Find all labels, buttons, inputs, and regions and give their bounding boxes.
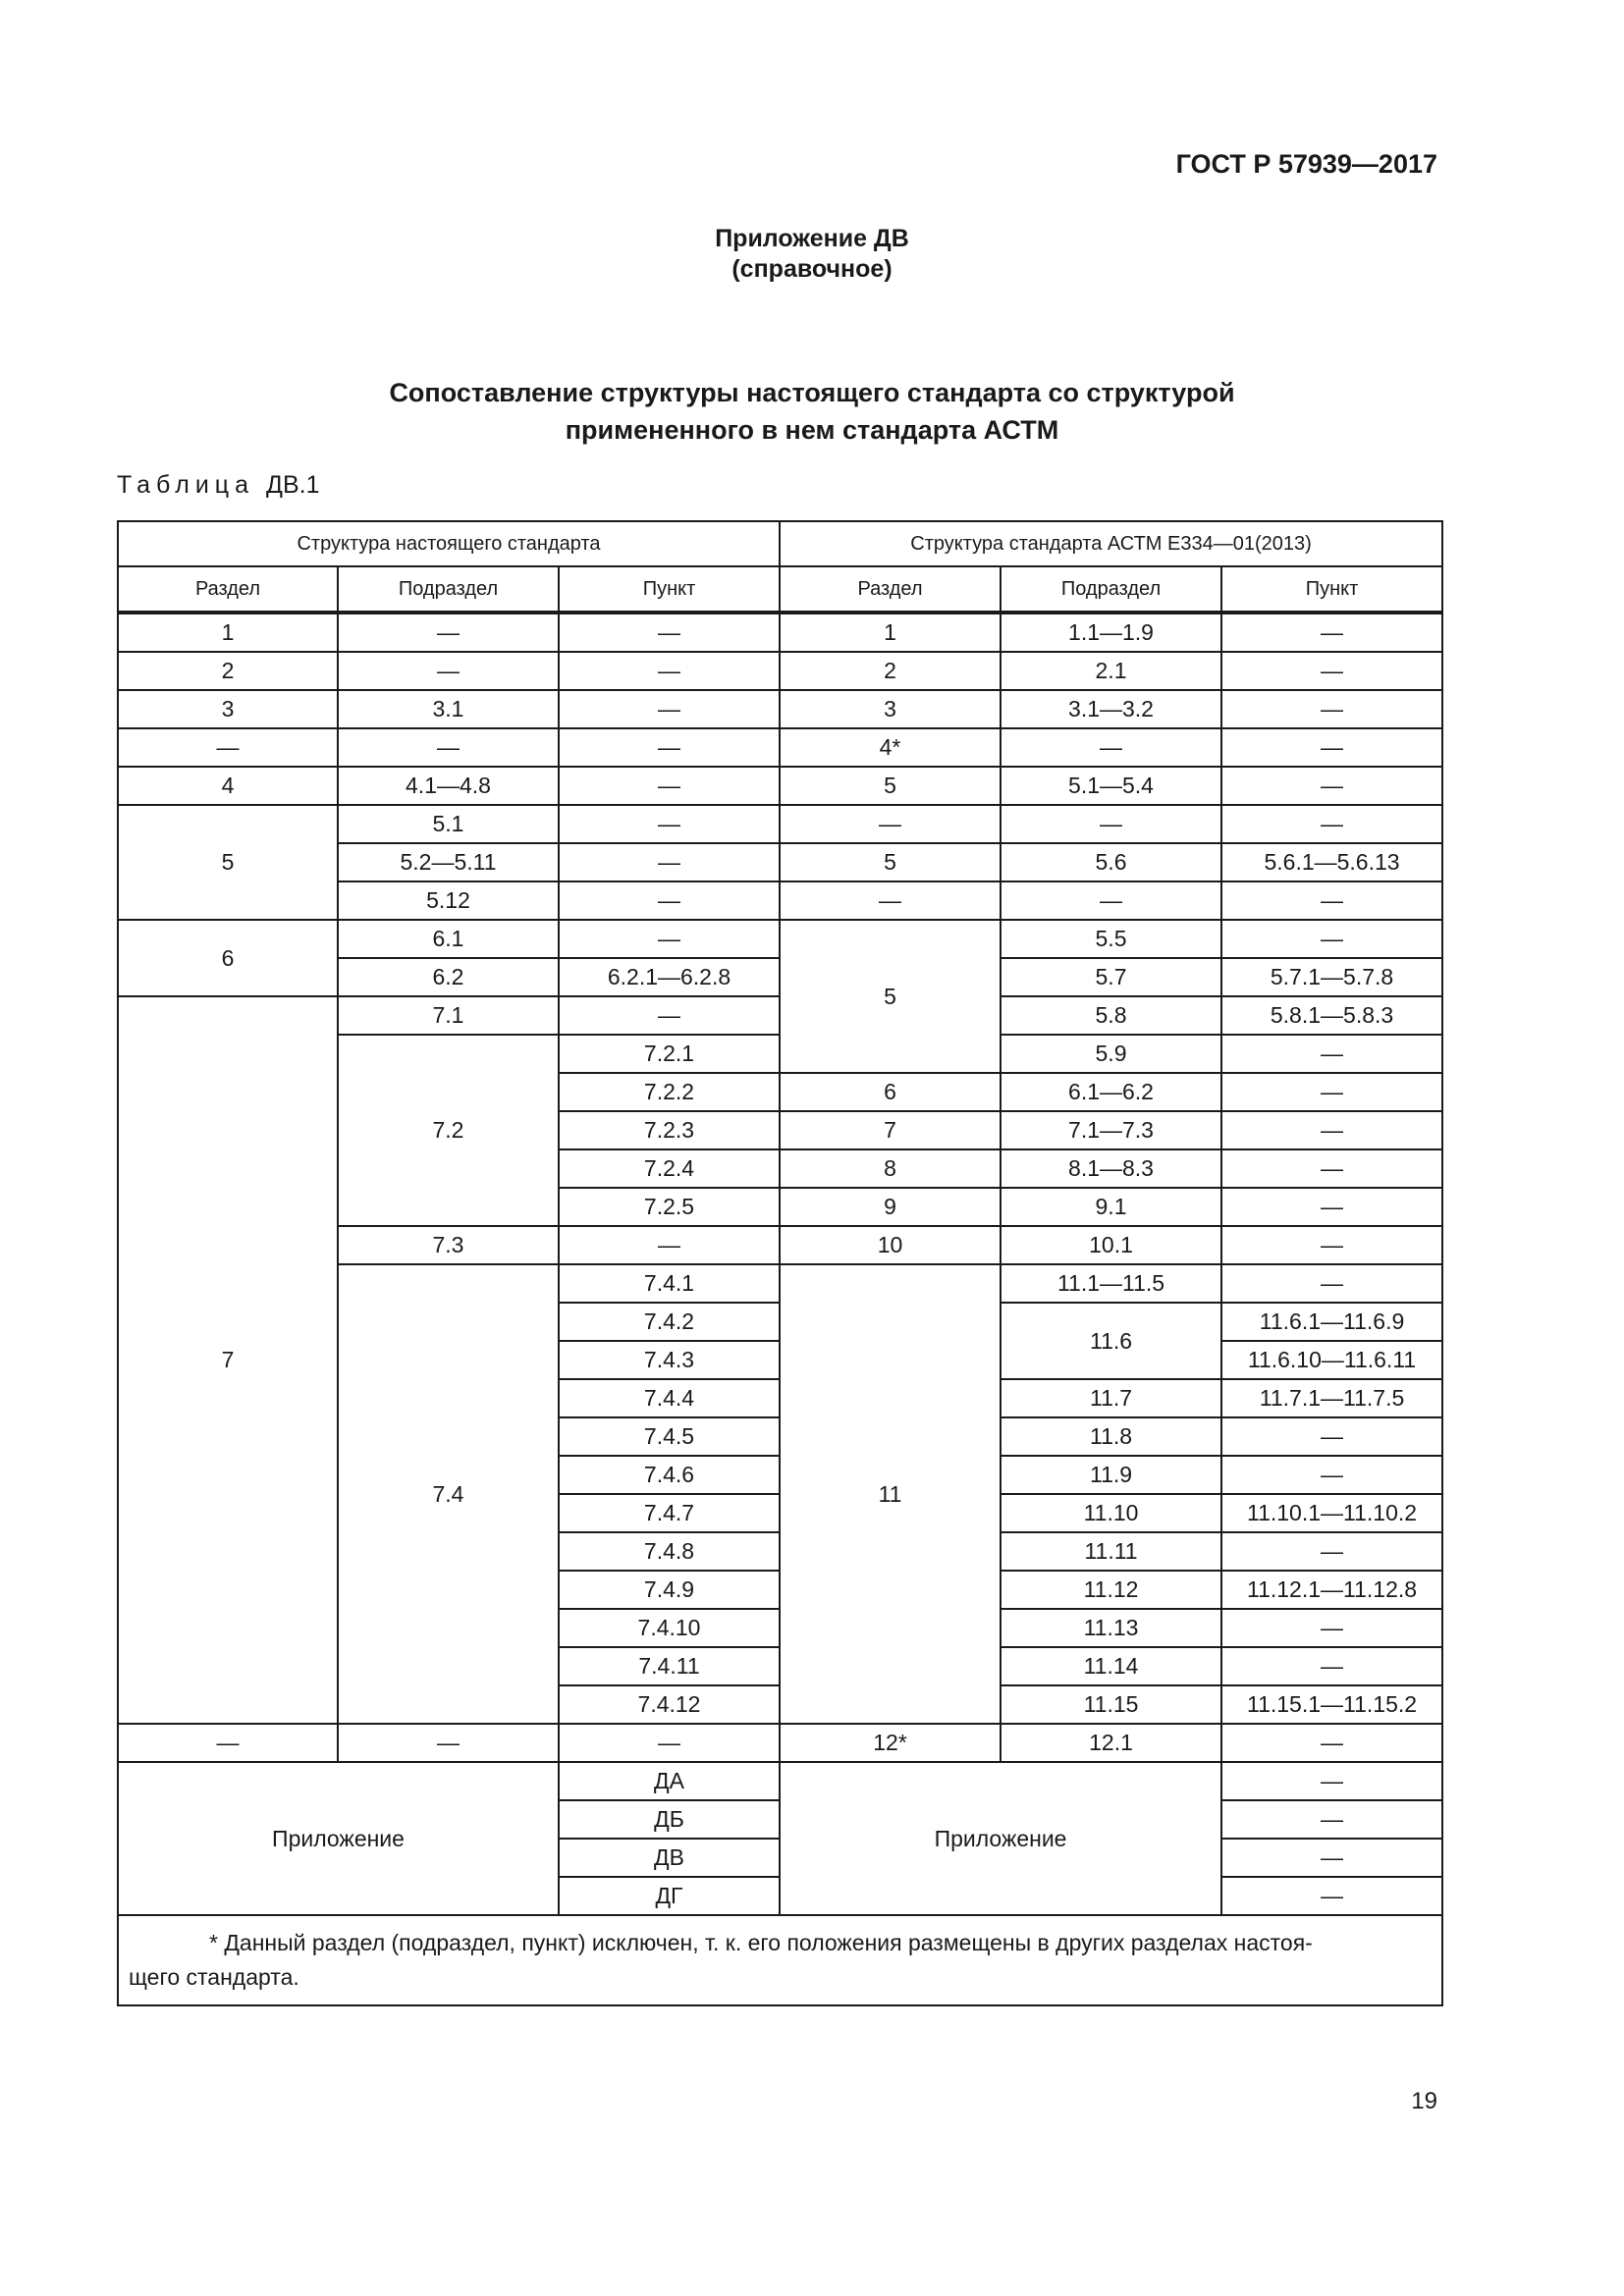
heading-line-1: Сопоставление структуры настоящего стандарта со структурой — [389, 378, 1235, 407]
table-row — [118, 767, 1442, 805]
cell-annex-item: — — [1221, 1877, 1442, 1915]
cell-item: — — [559, 805, 780, 843]
cell-item: — — [559, 996, 780, 1035]
cell-section: 3 — [118, 690, 338, 728]
cell-item: 7.4.11 — [559, 1647, 780, 1685]
cell-item: 7.4.9 — [559, 1571, 780, 1609]
cell-item: — — [559, 652, 780, 690]
cell-astm-item: — — [1221, 1532, 1442, 1571]
cell-astm-item: — — [1221, 920, 1442, 958]
cell-item: 7.4.3 — [559, 1341, 780, 1379]
cell-astm-section: — — [780, 881, 1001, 920]
cell-subsection: 5.12 — [338, 881, 559, 920]
column-header-section: Раздел — [780, 566, 1001, 613]
cell-astm-subsection: 8.1—8.3 — [1001, 1149, 1221, 1188]
appendix-subtitle: (справочное) — [731, 255, 893, 283]
cell-section: 1 — [118, 613, 338, 652]
cell-astm-subsection: 11.10 — [1001, 1494, 1221, 1532]
column-header-subsection: Подраздел — [338, 566, 559, 613]
cell-astm-item: — — [1221, 1188, 1442, 1226]
appendix-title-block — [0, 224, 1624, 285]
table-label-number: ДВ.1 — [266, 471, 320, 499]
cell-astm-item: — — [1221, 1226, 1442, 1264]
cell-astm-item: 11.6.10—11.6.11 — [1221, 1341, 1442, 1379]
cell-item: 7.4.8 — [559, 1532, 780, 1571]
cell-astm-subsection: 10.1 — [1001, 1226, 1221, 1264]
cell-astm-subsection: 5.5 — [1001, 920, 1221, 958]
cell-astm-item: — — [1221, 1264, 1442, 1303]
cell-item: 7.4.5 — [559, 1417, 780, 1456]
cell-item: 7.2.3 — [559, 1111, 780, 1149]
cell-astm-subsection: 7.1—7.3 — [1001, 1111, 1221, 1149]
table-row — [118, 613, 1442, 652]
table-column-header-row — [118, 566, 1442, 613]
cell-astm-item: — — [1221, 1647, 1442, 1685]
annex-code: ДГ — [559, 1877, 780, 1915]
column-header-subsection: Подраздел — [1001, 566, 1221, 613]
cell-astm-item: 5.7.1—5.7.8 — [1221, 958, 1442, 996]
cell-astm-item: — — [1221, 1149, 1442, 1188]
cell-astm-item: — — [1221, 1073, 1442, 1111]
cell-astm-section: — — [780, 805, 1001, 843]
cell-astm-section: 12* — [780, 1724, 1001, 1762]
cell-section: 7 — [118, 996, 338, 1724]
cell-astm-subsection: 5.8 — [1001, 996, 1221, 1035]
cell-astm-item: 5.8.1—5.8.3 — [1221, 996, 1442, 1035]
comparison-table — [117, 520, 1443, 2006]
cell-subsection: 5.2—5.11 — [338, 843, 559, 881]
cell-subsection: 7.2 — [338, 1035, 559, 1226]
column-header-item: Пункт — [1221, 566, 1442, 613]
footnote-text: Данный раздел (подраздел, пункт) исключен, т. к. его положения размещены в других разделах настоя- — [224, 1930, 1313, 1955]
cell-item: — — [559, 1226, 780, 1264]
cell-item: 7.2.1 — [559, 1035, 780, 1073]
cell-item: 7.2.5 — [559, 1188, 780, 1226]
cell-astm-item: — — [1221, 1609, 1442, 1647]
cell-item: — — [559, 843, 780, 881]
column-header-section: Раздел — [118, 566, 338, 613]
table-label — [117, 471, 320, 500]
cell-subsection: — — [338, 613, 559, 652]
table-row — [118, 1724, 1442, 1762]
cell-subsection: 3.1 — [338, 690, 559, 728]
page-number: 19 — [1411, 2088, 1437, 2114]
cell-item: 6.2.1—6.2.8 — [559, 958, 780, 996]
cell-astm-item: — — [1221, 881, 1442, 920]
cell-astm-item: — — [1221, 1724, 1442, 1762]
table-row — [118, 805, 1442, 843]
annex-row — [118, 1762, 1442, 1800]
cell-item: — — [559, 767, 780, 805]
annex-code: ДА — [559, 1762, 780, 1800]
cell-subsection: — — [338, 728, 559, 767]
cell-section: 2 — [118, 652, 338, 690]
table-row — [118, 652, 1442, 690]
cell-subsection: 7.4 — [338, 1264, 559, 1724]
cell-astm-item: — — [1221, 767, 1442, 805]
cell-astm-subsection: 6.1—6.2 — [1001, 1073, 1221, 1111]
cell-astm-item: 11.15.1—11.15.2 — [1221, 1685, 1442, 1724]
cell-astm-item: — — [1221, 690, 1442, 728]
cell-item: 7.4.6 — [559, 1456, 780, 1494]
cell-astm-item: — — [1221, 613, 1442, 652]
cell-item: — — [559, 690, 780, 728]
cell-astm-subsection: — — [1001, 805, 1221, 843]
cell-astm-subsection: 11.6 — [1001, 1303, 1221, 1379]
cell-item: — — [559, 920, 780, 958]
appendix-title: Приложение ДВ — [715, 225, 909, 252]
cell-astm-section: 5 — [780, 843, 1001, 881]
cell-item: 7.2.2 — [559, 1073, 780, 1111]
annex-label-current: Приложение — [118, 1762, 559, 1915]
group-header-current-standard: Структура настоящего стандарта — [118, 521, 780, 566]
cell-annex-item: — — [1221, 1762, 1442, 1800]
cell-astm-subsection: 11.9 — [1001, 1456, 1221, 1494]
heading-line-2: примененного в нем стандарта АСТМ — [565, 415, 1059, 445]
cell-subsection: 5.1 — [338, 805, 559, 843]
cell-astm-section: 4* — [780, 728, 1001, 767]
table-row — [118, 690, 1442, 728]
cell-astm-section: 7 — [780, 1111, 1001, 1149]
cell-astm-section: 5 — [780, 920, 1001, 1073]
cell-astm-section: 1 — [780, 613, 1001, 652]
annex-label-astm: Приложение — [780, 1762, 1221, 1915]
cell-subsection: 7.1 — [338, 996, 559, 1035]
cell-astm-subsection: — — [1001, 728, 1221, 767]
cell-astm-subsection: 11.7 — [1001, 1379, 1221, 1417]
cell-section: — — [118, 728, 338, 767]
group-header-astm-standard: Структура стандарта АСТМ Е334—01(2013) — [780, 521, 1442, 566]
annex-code: ДВ — [559, 1839, 780, 1877]
cell-astm-subsection: 12.1 — [1001, 1724, 1221, 1762]
table-row — [118, 728, 1442, 767]
cell-astm-subsection: 5.7 — [1001, 958, 1221, 996]
cell-astm-section: 9 — [780, 1188, 1001, 1226]
cell-astm-subsection: 11.8 — [1001, 1417, 1221, 1456]
cell-astm-subsection: 3.1—3.2 — [1001, 690, 1221, 728]
document-code: ГОСТ Р 57939—2017 — [1175, 149, 1437, 179]
cell-astm-item: 11.10.1—11.10.2 — [1221, 1494, 1442, 1532]
cell-astm-subsection: 11.11 — [1001, 1532, 1221, 1571]
cell-section: 4 — [118, 767, 338, 805]
cell-astm-item: — — [1221, 1111, 1442, 1149]
cell-astm-section: 5 — [780, 767, 1001, 805]
cell-section: — — [118, 1724, 338, 1762]
cell-item: — — [559, 1724, 780, 1762]
cell-subsection: 7.3 — [338, 1226, 559, 1264]
cell-astm-item: 11.12.1—11.12.8 — [1221, 1571, 1442, 1609]
cell-item: 7.2.4 — [559, 1149, 780, 1188]
cell-astm-item: — — [1221, 728, 1442, 767]
cell-astm-subsection: 5.1—5.4 — [1001, 767, 1221, 805]
cell-astm-subsection: 11.15 — [1001, 1685, 1221, 1724]
cell-subsection: — — [338, 652, 559, 690]
cell-astm-section: 8 — [780, 1149, 1001, 1188]
table-label-word: Таблица — [117, 471, 255, 499]
cell-item: 7.4.12 — [559, 1685, 780, 1724]
cell-astm-item: 11.7.1—11.7.5 — [1221, 1379, 1442, 1417]
page-heading — [0, 374, 1624, 449]
table-row — [118, 920, 1442, 958]
footnote-star: * — [209, 1930, 218, 1955]
cell-astm-section: 10 — [780, 1226, 1001, 1264]
cell-astm-subsection: — — [1001, 881, 1221, 920]
cell-section: 5 — [118, 805, 338, 920]
column-header-item: Пункт — [559, 566, 780, 613]
cell-astm-subsection: 2.1 — [1001, 652, 1221, 690]
cell-astm-subsection: 5.9 — [1001, 1035, 1221, 1073]
cell-item: 7.4.10 — [559, 1609, 780, 1647]
cell-astm-item: — — [1221, 1456, 1442, 1494]
cell-subsection: 6.1 — [338, 920, 559, 958]
cell-item: 7.4.1 — [559, 1264, 780, 1303]
cell-astm-section: 6 — [780, 1073, 1001, 1111]
cell-astm-subsection: 1.1—1.9 — [1001, 613, 1221, 652]
cell-astm-item: — — [1221, 652, 1442, 690]
cell-astm-subsection: 11.14 — [1001, 1647, 1221, 1685]
annex-code: ДБ — [559, 1800, 780, 1839]
cell-astm-item: — — [1221, 1417, 1442, 1456]
cell-astm-item: 5.6.1—5.6.13 — [1221, 843, 1442, 881]
cell-astm-subsection: 11.1—11.5 — [1001, 1264, 1221, 1303]
cell-item: — — [559, 613, 780, 652]
cell-astm-subsection: 5.6 — [1001, 843, 1221, 881]
cell-astm-subsection: 11.12 — [1001, 1571, 1221, 1609]
cell-astm-section: 11 — [780, 1264, 1001, 1724]
cell-astm-subsection: 9.1 — [1001, 1188, 1221, 1226]
cell-astm-subsection: 11.13 — [1001, 1609, 1221, 1647]
cell-astm-item: 11.6.1—11.6.9 — [1221, 1303, 1442, 1341]
cell-item: 7.4.2 — [559, 1303, 780, 1341]
cell-item: — — [559, 728, 780, 767]
cell-astm-section: 3 — [780, 690, 1001, 728]
cell-section: 6 — [118, 920, 338, 996]
cell-annex-item: — — [1221, 1839, 1442, 1877]
cell-annex-item: — — [1221, 1800, 1442, 1839]
footnote-text-continued: щего стандарта. — [129, 1964, 299, 1990]
cell-item: 7.4.7 — [559, 1494, 780, 1532]
table-footnote — [118, 1915, 1442, 2005]
footnote-row — [118, 1915, 1442, 2005]
cell-subsection: 6.2 — [338, 958, 559, 996]
cell-astm-item: — — [1221, 1035, 1442, 1073]
cell-item: — — [559, 881, 780, 920]
cell-subsection: — — [338, 1724, 559, 1762]
cell-item: 7.4.4 — [559, 1379, 780, 1417]
cell-subsection: 4.1—4.8 — [338, 767, 559, 805]
cell-astm-section: 2 — [780, 652, 1001, 690]
table-group-header-row — [118, 521, 1442, 566]
cell-astm-item: — — [1221, 805, 1442, 843]
